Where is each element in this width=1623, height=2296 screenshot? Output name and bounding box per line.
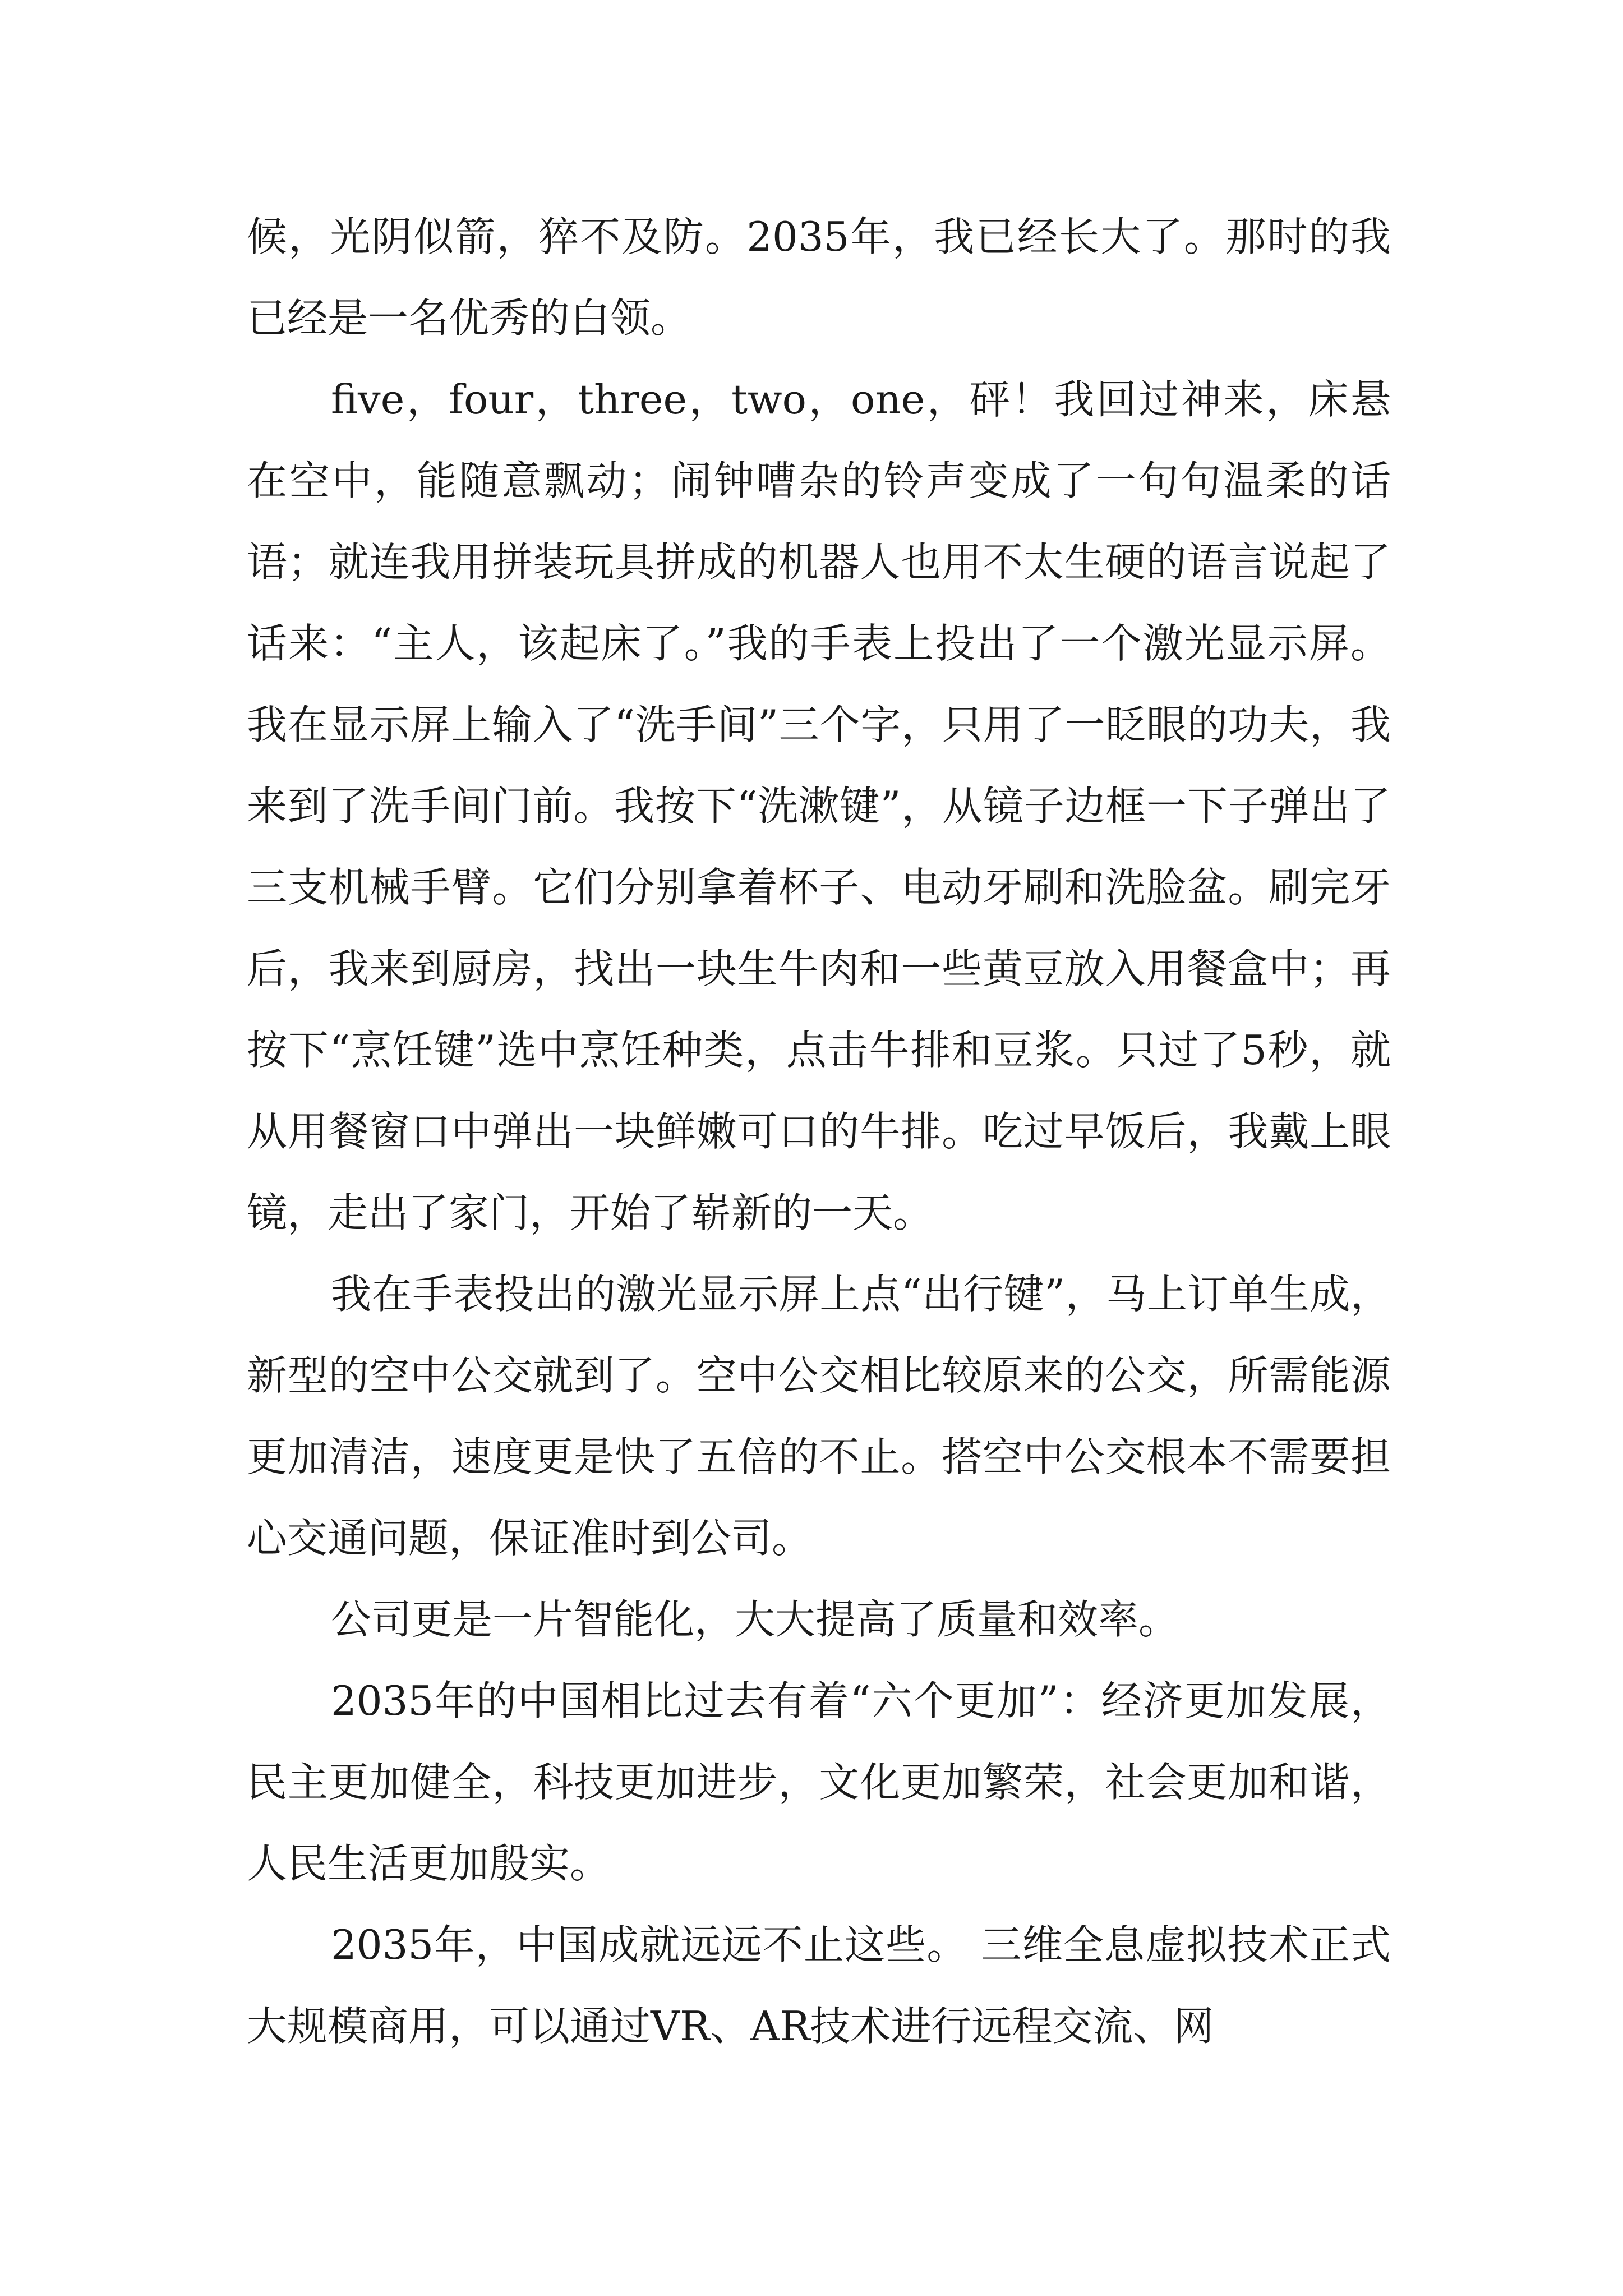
body-text (247, 196, 1391, 2067)
paragraph-2: five，four，three，two，one，砰！我回过神来，床悬在空中，能随意飘动；闹钟嘈杂的铃声变成了一句句温柔的话语；就连我用拼装玩具拼成的机器人也用不太生硬的语言说起了话来：“主人，该起床了。”我的手表上投出了一个激光显示屏。我在显示屏上输入了“洗手间”三个字，只用了一眨眼的功夫，我来到了洗手间门前。我按下“洗漱键”，从镜子边框一下子弹出了三支机械手臂。它们分别拿着杯子、电动牙刷和洗脸盆。刷完牙后，我来到厨房，找出一块生牛肉和一些黄豆放入用餐盒中；再按下“烹饪键”选中烹饪种类，点击牛排和豆浆。只过了5秒，就从用餐窗口中弹出一块鲜嫩可口的牛排。吃过早饭后，我戴上眼镜，走出了家门，开始了崭新的一天。 (247, 376, 1391, 1236)
paragraph-3: 我在手表投出的激光显示屏上点“出行键”，马上订单生成，新型的空中公交就到了。空中公交相比较原来的公交，所需能源更加清洁，速度更是快了五倍的不止。搭空中公交根本不需要担心交通问题，保证准时到公司。 (247, 1271, 1391, 1562)
paragraph-1: 候，光阴似箭，猝不及防。2035年，我已经长大了。那时的我已经是一名优秀的白领。 (247, 213, 1391, 342)
paragraph-4: 公司更是一片智能化，大大提高了质量和效率。 (331, 1596, 1179, 1643)
paragraph-5: 2035年的中国相比过去有着“六个更加”：经济更加发展，民主更加健全，科技更加进步，文化更加繁荣，社会更加和谐，人民生活更加殷实。 (247, 1677, 1391, 1887)
paragraph-6: 2035年，中国成就远远不止这些。 三维全息虚拟技术正式大规模商用，可以通过VR、AR技术进行远程交流、网 (247, 1921, 1391, 2050)
